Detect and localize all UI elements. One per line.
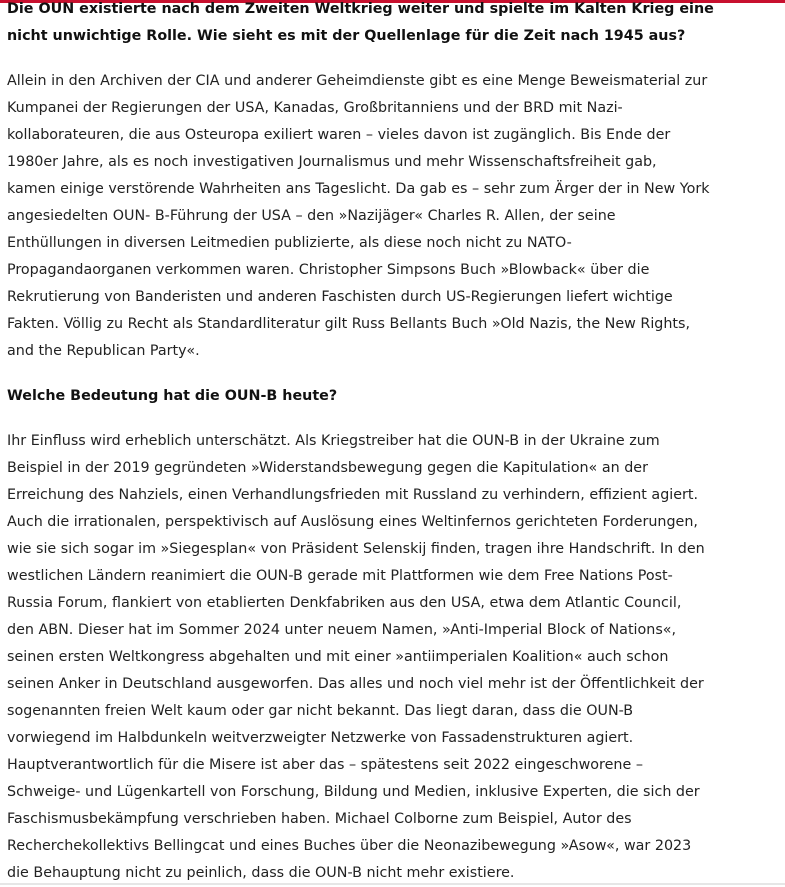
answer-line: Rekrutierung von Banderisten und anderen Faschisten durch US-Regierungen liefert wichtige xyxy=(7,289,673,305)
answer-line: seinen Anker in Deutschland ausgeworfen. Das alles und noch viel mehr ist der Öffentlichkeit der xyxy=(7,676,704,692)
answer-line: wie sie sich sogar im »Siegesplan« von Präsident Selenskij finden, tragen ihre Handschrift. In den xyxy=(7,541,705,557)
answer-line: Fakten. Völlig zu Recht als Standardliteratur gilt Russ Bellants Buch »Old Nazis, the New Rights, xyxy=(7,316,691,332)
paragraph-gap xyxy=(7,365,783,383)
answer-line: Beispiel in der 2019 gegründeten »Widerstandsbewegung gegen die Kapitulation« an der xyxy=(7,460,648,476)
question-line: Die OUN existierte nach dem Zweiten Weltkrieg weiter und spielte im Kalten Krieg eine xyxy=(7,1,714,17)
paragraph-gap xyxy=(7,410,783,428)
answer-line: westlichen Ländern reanimiert die OUN-B gerade mit Plattformen wie dem Free Nations Post- xyxy=(7,568,673,584)
answer-line: die Behauptung nicht zu peinlich, dass die OUN-B nicht mehr existiere. xyxy=(7,865,515,881)
answer-line: Kumpanei der Regierungen der USA, Kanadas, Großbritanniens und der BRD mit Nazi- xyxy=(7,100,623,116)
interview-article xyxy=(7,0,783,887)
answer-line: seinen ersten Weltkongress abgehalten und mit einer »antiimperialen Koalition« auch schon xyxy=(7,649,669,665)
answer-line: Auch die irrationalen, perspektivisch auf Auslösung eines Weltinfernos gerichteten Forderungen, xyxy=(7,514,698,530)
answer-line: Ihr Einfluss wird erheblich unterschätzt. Als Kriegstreiber hat die OUN-B in der Ukraine zum xyxy=(7,433,660,449)
question-line: Welche Bedeutung hat die OUN-B heute? xyxy=(7,388,338,404)
answer-line: Recherchekollektivs Bellingcat und eines Buches über die Neonazibewegung »Asow«, war 2023 xyxy=(7,838,692,854)
interview-question-2 xyxy=(7,383,783,410)
answer-line: vorwiegend im Halbdunkeln weitverzweigter Netzwerke von Fassadenstrukturen agiert. xyxy=(7,730,634,746)
answer-line: kollaborateuren, die aus Osteuropa exiliert waren – vieles davon ist zugänglich. Bis Ende der xyxy=(7,127,671,143)
answer-line: Hauptverantwortlich für die Misere ist aber das – spätestens seit 2022 eingeschworene – xyxy=(7,757,643,773)
interview-answer-1 xyxy=(7,68,783,365)
interview-answer-2 xyxy=(7,428,783,887)
paragraph-gap xyxy=(7,50,783,68)
answer-line: Propagandaorganen verkommen waren. Christopher Simpsons Buch »Blowback« über die xyxy=(7,262,650,278)
answer-line: and the Republican Party«. xyxy=(7,343,200,359)
answer-line: Erreichung des Nahziels, einen Verhandlungsfrieden mit Russland zu verhindern, effizient agiert. xyxy=(7,487,699,503)
answer-line: kamen einige verstörende Wahrheiten ans Tageslicht. Da gab es – sehr zum Ärger der in New York xyxy=(7,181,710,197)
answer-line: Enthüllungen in diversen Leitmedien publizierte, als diese noch nicht zu NATO- xyxy=(7,235,572,251)
answer-line: Allein in den Archiven der CIA und anderer Geheimdienste gibt es eine Menge Beweismaterial zur xyxy=(7,73,708,89)
answer-line: angesiedelten OUN- B-Führung der USA – den »Nazijäger« Charles R. Allen, der seine xyxy=(7,208,616,224)
answer-line: 1980er Jahre, als es noch investigativen Journalismus und mehr Wissenschaftsfreiheit gab, xyxy=(7,154,657,170)
answer-line: Faschismusbekämpfung verschrieben haben. Michael Colborne zum Beispiel, Autor des xyxy=(7,811,632,827)
answer-line: Russia Forum, flankiert von etablierten Denkfabriken aus den USA, etwa dem Atlantic Council, xyxy=(7,595,682,611)
interview-question-1 xyxy=(7,0,783,50)
answer-line: sogenannten freien Welt kaum oder gar nicht bekannt. Das liegt daran, dass die OUN-B xyxy=(7,703,634,719)
question-line: nicht unwichtige Rolle. Wie sieht es mit der Quellenlage für die Zeit nach 1945 aus? xyxy=(7,28,686,44)
answer-line: den ABN. Dieser hat im Sommer 2024 unter neuem Namen, »Anti-Imperial Block of Nations«, xyxy=(7,622,677,638)
answer-line: Schweige- und Lügenkartell von Forschung, Bildung und Medien, inklusive Experten, die sich der xyxy=(7,784,700,800)
